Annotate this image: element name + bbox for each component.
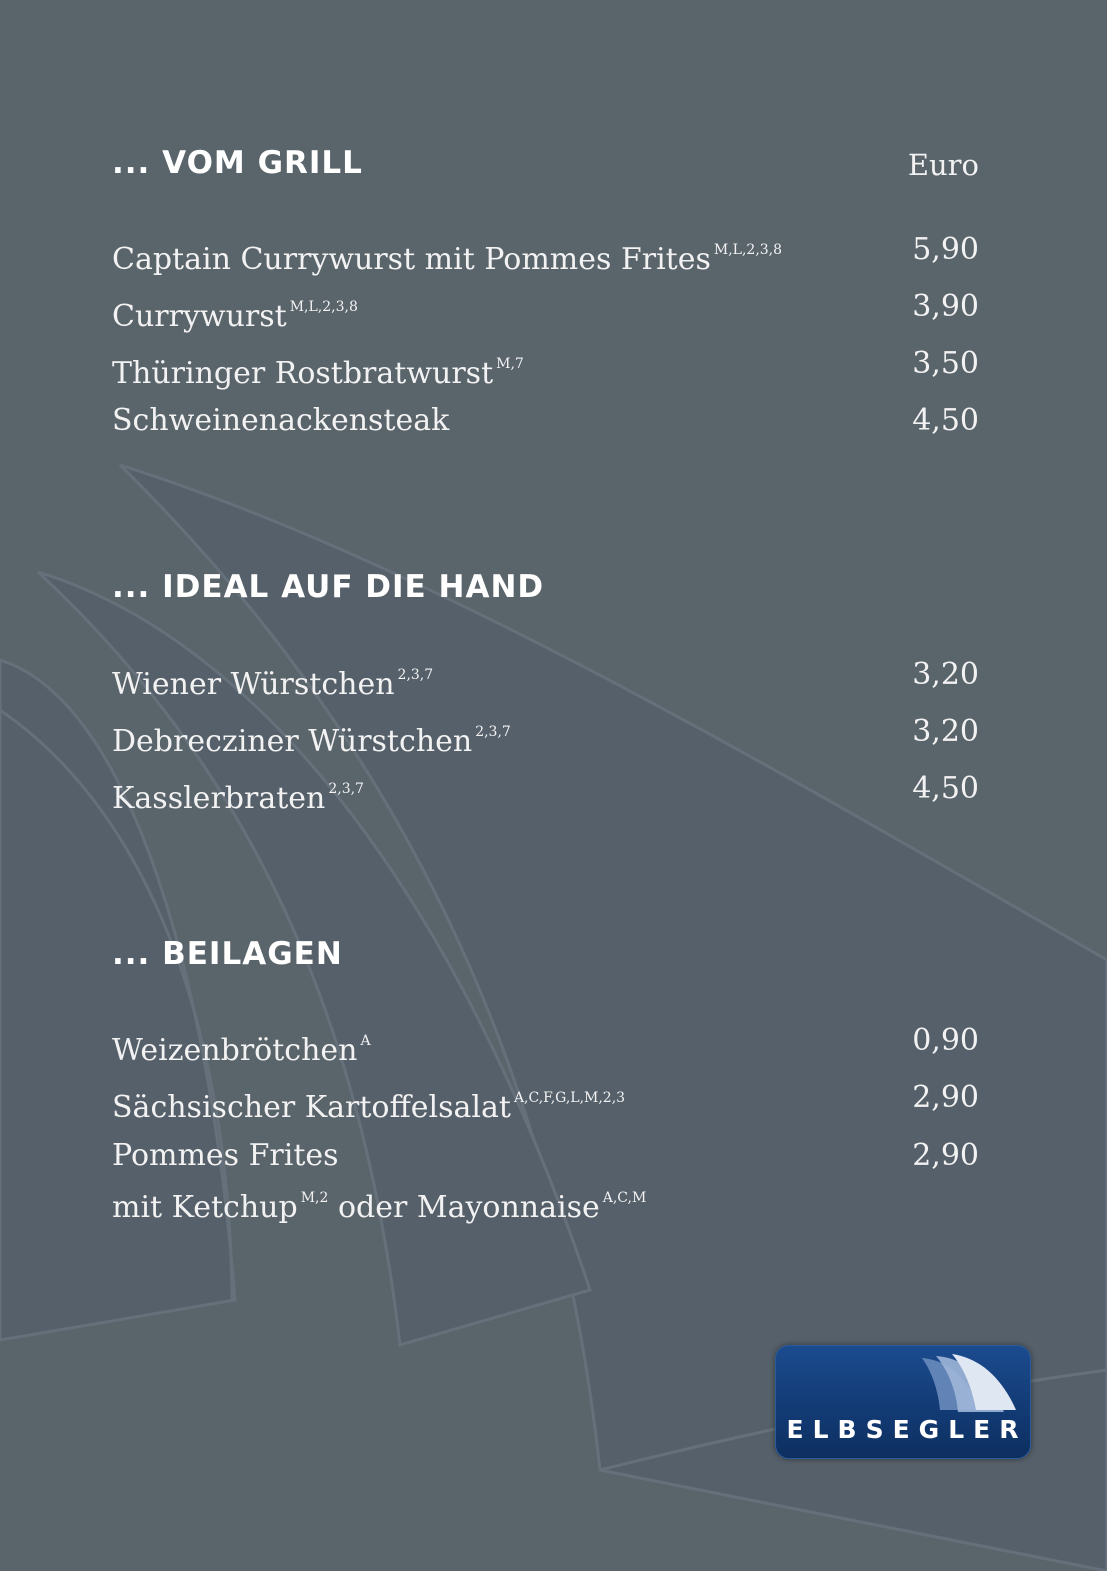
allergen-codes: M,7 [496, 356, 524, 372]
item-name: Thüringer Rostbratwurst [112, 356, 494, 391]
menu-item [112, 343, 979, 395]
item-name: Captain Currywurst mit Pommes Frites [112, 242, 711, 277]
allergen-codes: M,L,2,3,8 [713, 242, 783, 258]
menu-item [112, 654, 979, 706]
item-name: Sächsischer Kartoffelsalat [112, 1090, 511, 1125]
section-title-ideal-auf-die-hand: ... IDEAL AUF DIE HAND [112, 569, 545, 605]
item-price: 2,90 [912, 1080, 979, 1115]
item-name: Kasslerbraten [112, 781, 326, 816]
item-description-line [112, 1177, 979, 1229]
allergen-codes: 2,3,7 [328, 781, 364, 797]
allergen-codes: 2,3,7 [397, 667, 434, 683]
logo-wordmark: ELBSEGLER [786, 1415, 1028, 1444]
item-price: 3,20 [912, 657, 979, 692]
allergen-codes: M,2 [300, 1190, 329, 1206]
menu-item [112, 286, 979, 338]
item-name: Wiener Würstchen [112, 667, 395, 702]
allergen-codes: M,L,2,3,8 [289, 299, 358, 315]
item-price: 4,50 [912, 771, 979, 806]
menu-item [112, 400, 979, 442]
menu-item [112, 768, 979, 820]
section-title-beilagen: ... BEILAGEN [112, 936, 343, 972]
menu-item [112, 1135, 979, 1229]
allergen-codes: A,C,M [602, 1190, 647, 1206]
item-option-ketchup: mit Ketchup [112, 1190, 298, 1225]
item-price: 4,50 [912, 403, 979, 438]
item-price: 0,90 [912, 1023, 979, 1058]
allergen-codes: 2,3,7 [475, 724, 511, 740]
currency-label: Euro [907, 148, 979, 182]
item-option-mayonnaise: oder Mayonnaise [337, 1190, 600, 1225]
elbsegler-logo [775, 1345, 1031, 1459]
allergen-codes: A [360, 1033, 371, 1049]
item-name: Currywurst [112, 299, 287, 334]
item-price: 3,50 [912, 346, 979, 381]
item-name: Pommes Frites [112, 1138, 339, 1173]
item-price: 3,20 [912, 714, 979, 749]
item-price: 3,90 [912, 289, 979, 324]
allergen-codes: A,C,F,G,L,M,2,3 [513, 1090, 626, 1106]
section-title-vom-grill: ... VOM GRILL [112, 145, 363, 181]
menu-item [112, 711, 979, 763]
menu-item [112, 229, 979, 281]
item-name: Weizenbrötchen [112, 1033, 358, 1068]
sail-logo-icon [918, 1354, 1018, 1416]
menu-item [112, 1020, 979, 1072]
item-price: 2,90 [912, 1138, 979, 1173]
item-price: 5,90 [912, 232, 979, 267]
item-name: Schweinenackensteak [112, 403, 450, 438]
item-name: Debrecziner Würstchen [112, 724, 473, 759]
menu-item [112, 1077, 979, 1129]
